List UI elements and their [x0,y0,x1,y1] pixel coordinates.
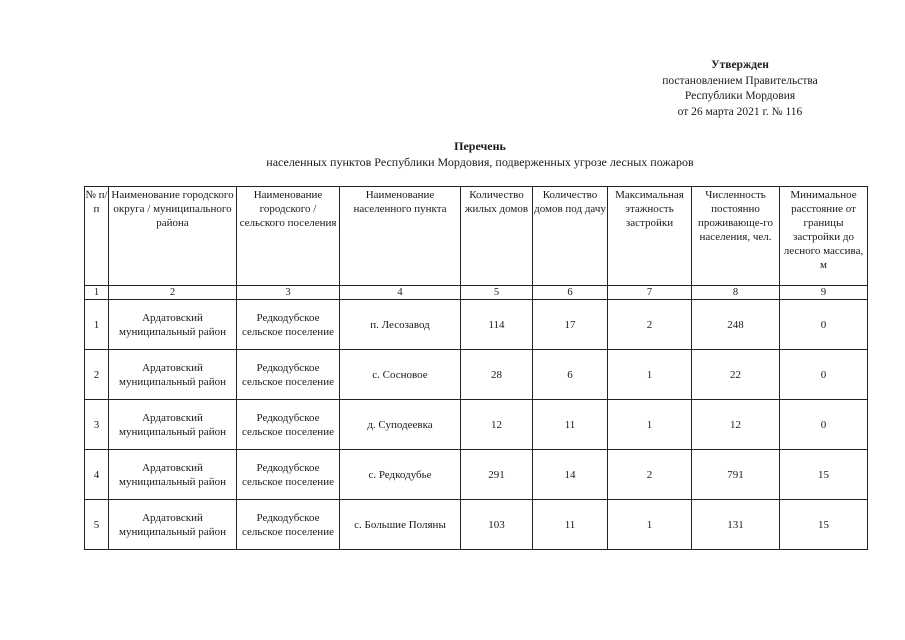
floors-cell: 2 [608,300,692,350]
houses-cell: 103 [461,500,533,550]
locality-cell: с. Редкодубье [340,450,461,500]
dachas-cell: 14 [533,450,608,500]
dachas-cell: 6 [533,350,608,400]
column-number: 7 [608,286,692,300]
header-cell: Наименование городского округа / муниципального района [109,187,237,286]
document-subheading: населенных пунктов Республики Мордовия, подверженных угрозе лесных пожаров [266,155,694,169]
houses-cell: 28 [461,350,533,400]
district-cell: Ардатовский муниципальный район [109,350,237,400]
table-row [85,300,868,350]
district-cell: Ардатовский муниципальный район [109,300,237,350]
settlement-cell: Редкодубское сельское поселение [237,450,340,500]
approval-date: от 26 марта 2021 г. № 116 [677,105,803,118]
row-number-cell: 3 [85,400,109,450]
column-number: 5 [461,286,533,300]
header-cell: Численность постоянно проживающе-го населения, чел. [692,187,780,286]
column-number: 8 [692,286,780,300]
district-cell: Ардатовский муниципальный район [109,400,237,450]
dachas-cell: 17 [533,300,608,350]
header-cell: Наименование городского / сельского поселения [237,187,340,286]
column-number-row [85,286,868,300]
distance-cell: 0 [780,400,868,450]
dachas-cell: 11 [533,500,608,550]
approval-title: Утвержден [711,59,769,71]
column-number: 3 [237,286,340,300]
approval-block [640,58,840,120]
locality-cell: д. Суподеевка [340,400,461,450]
distance-cell: 15 [780,450,868,500]
floors-cell: 2 [608,450,692,500]
houses-cell: 291 [461,450,533,500]
approval-line: постановлением Правительства [662,74,818,87]
houses-cell: 12 [461,400,533,450]
locality-cell: с. Сосновое [340,350,461,400]
document-heading: Перечень [454,139,506,153]
settlement-cell: Редкодубское сельское поселение [237,400,340,450]
approval-line: Республики Мордовия [684,90,796,102]
row-number-cell: 1 [85,300,109,350]
population-cell: 22 [692,350,780,400]
settlement-cell: Редкодубское сельское поселение [237,500,340,550]
district-cell: Ардатовский муниципальный район [109,450,237,500]
table-row [85,500,868,550]
header-cell: Количество домов под дачу [533,187,608,286]
header-cell: Наименование населенного пункта [340,187,461,286]
population-cell: 791 [692,450,780,500]
settlements-table [84,186,868,550]
houses-cell: 114 [461,300,533,350]
column-number: 4 [340,286,461,300]
column-number: 1 [85,286,109,300]
locality-cell: п. Лесозавод [340,300,461,350]
column-number: 2 [109,286,237,300]
column-number: 9 [780,286,868,300]
row-number-cell: 2 [85,350,109,400]
population-cell: 248 [692,300,780,350]
district-cell: Ардатовский муниципальный район [109,500,237,550]
row-number-cell: 5 [85,500,109,550]
locality-cell: с. Большие Поляны [340,500,461,550]
distance-cell: 0 [780,300,868,350]
header-cell: Минимальное расстояние от границы застройки до лесного массива, м [780,187,868,286]
column-number: 6 [533,286,608,300]
header-cell: Количество жилых домов [461,187,533,286]
settlement-cell: Редкодубское сельское поселение [237,350,340,400]
table-header-row [85,187,868,286]
distance-cell: 0 [780,350,868,400]
header-cell: № п/п [85,187,109,286]
document-title [0,138,905,170]
floors-cell: 1 [608,400,692,450]
population-cell: 12 [692,400,780,450]
dachas-cell: 11 [533,400,608,450]
floors-cell: 1 [608,500,692,550]
header-cell: Максимальная этажность застройки [608,187,692,286]
row-number-cell: 4 [85,450,109,500]
settlement-cell: Редкодубское сельское поселение [237,300,340,350]
population-cell: 131 [692,500,780,550]
distance-cell: 15 [780,500,868,550]
table-row [85,400,868,450]
table-row [85,450,868,500]
table-row [85,350,868,400]
floors-cell: 1 [608,350,692,400]
